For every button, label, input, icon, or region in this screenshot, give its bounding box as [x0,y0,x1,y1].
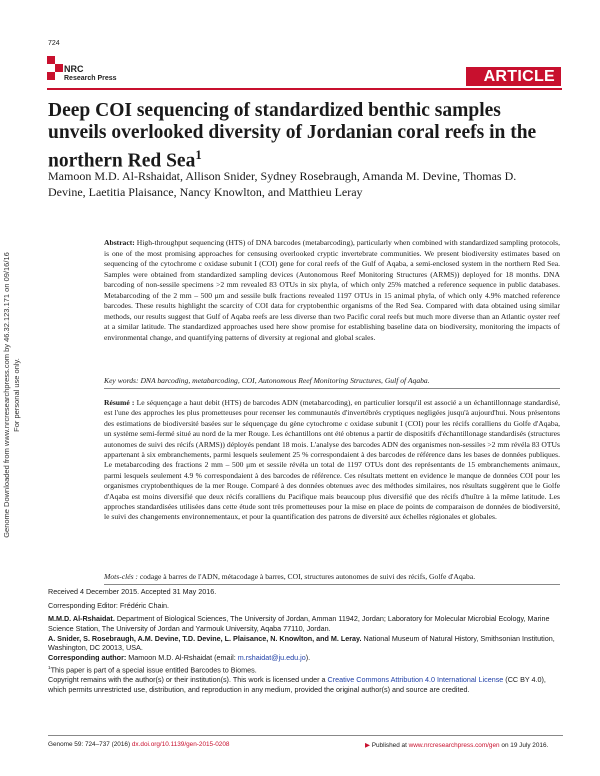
citation-text: Genome 59: 724–737 (2016) [48,741,131,748]
corresponding-author [48,653,563,663]
copyright-text-b: (CC BY 4.0), which permits unrestricted use, distribution, and reproduction in any medium, provided the original author(s) and source are credited. [48,675,546,694]
published-label: Published at [371,742,407,749]
publisher-subname: Research Press [64,75,117,82]
keywords [104,376,560,386]
title-footnote-mark: 1 [195,148,202,162]
sidebar-personal-use: For personal use only. [12,358,21,432]
corresponding-editor: Corresponding Editor: Frédéric Chain. [48,601,170,610]
article-title [48,100,548,173]
keywords-label: Key words: [104,376,139,385]
mots-cles [104,572,560,582]
affiliations-block [48,614,563,695]
doi-link[interactable]: dx.doi.org/10.1139/gen-2015-0208 [131,741,230,748]
note-text: This paper is part of a special issue entitled Barcodes to Biomes. [50,665,257,675]
download-sidebar [0,210,24,580]
published-date: on 19 July 2016. [501,742,549,749]
received-dates: Received 4 December 2015. Accepted 31 May 2016. [48,587,217,596]
motscles-label: Mots-clés : [104,572,138,581]
corr-text: Mamoon M.D. Al-Rshaidat (email: [128,653,236,663]
footer-rule [48,735,563,736]
abstract-label: Abstract: [104,238,135,247]
author-list: Mamoon M.D. Al-Rshaidat, Allison Snider, Sydney Rosebraugh, Amanda M. Devine, Thomas D. Devine, Laetitia Plaisance, Nancy Knowlton, and Matthieu Leray [48,169,517,199]
page-number: 724 [48,40,60,47]
affiliation-2 [48,634,563,654]
article-banner: ARTICLE [466,67,561,86]
footer-citation [48,741,229,748]
corr-label: Corresponding author: [48,653,127,663]
sidebar-download-line: Genome Downloaded from www.nrcresearchpress.com by 46.32.123.171 on 09/16/16 [2,252,11,538]
abstract-text: High-throughput sequencing (HTS) of DNA barcodes (metabarcoding), particularly when combined with standardized sampling protocols, is one of the most promising approaches for censusing overlooked cryptic invertebrate communities. We present biodiversity estimates based on sequencing of the cytochrome c oxidase subunit I (COI) gene for coral reefs of the Gulf of Aqaba, a semi-enclosed system in the northern Red Sea. Samples were obtained from standardized sampling devices (Autonomous Reef Monitoring Structures (ARMS)) deployed for 18 months. DNA barcoding of non-sessile specimens >2 mm revealed 83 OTUs in six phyla, of which only 25% matched a reference sequence in public databases. Metabarcoding of the 2 mm – 500 μm and sessile bulk fractions revealed 1197 OTUs in 15 animal phyla, of which only 4.9% matched reference barcodes. These results highlight the scarcity of COI data for cryptobenthic organisms of the Red Sea. Compared with data obtained using similar methods, our results suggest that Gulf of Aqaba reefs are less diverse than two Pacific coral reefs but much more diverse than an Atlantic oyster reef at a similar latitude. The standardized approaches used here show promise for establishing baseline data on biodiversity, monitoring the impacts of environmental change, and quantifying patterns of diversity at regional and global scales. [104,238,560,342]
keywords-text: DNA barcoding, metabarcoding, COI, Autonomous Reef Monitoring Structures, Gulf of Aqaba. [140,376,430,385]
affiliation-1-name: M.M.D. Al-Rshaidat. [48,614,115,623]
publisher-name: NRC [64,64,84,74]
header-rule [47,88,562,90]
motscles-text: codage à barres de l'ADN, métacodage à barres, COI, structures autonomes de suivi des récifs, Golfe d'Aqaba. [139,572,476,581]
resume-label: Résumé : [104,398,135,407]
corr-end: ). [305,653,311,663]
special-issue-note [48,663,563,675]
affiliation-2-name: A. Snider, S. Rosebraugh, A.M. Devine, T.D. Devine, L. Plaisance, N. Knowlton, and M. Leray. [48,633,362,643]
affiliation-2-text: National Museum of Natural History, Smithsonian Institution, Washington, DC 20013, USA. [48,633,555,653]
published-site-link[interactable]: www.nrcresearchpress.com/gen [408,742,500,749]
license-link[interactable]: Creative Commons Attribution 4.0 International License [327,675,504,685]
abstract [104,238,560,343]
published-arrow-icon: ▶ [365,742,370,749]
corr-email-link[interactable]: m.rshaidat@ju.edu.jo [237,653,306,663]
footer-published [365,741,548,749]
note-mark: 1 [48,664,51,670]
affiliation-1 [48,614,563,634]
copyright-text-a: Copyright remains with the author(s) or their institution(s). This work is licensed under a [48,675,326,685]
resume [104,398,560,523]
affiliation-1-text: Department of Biological Sciences, The University of Jordan, Amman 11942, Jordan; Laboratory for Molecular Microbial Ecology, Marine Science Station, The University of Jordan and Yarmouk University, Aqaba 77110, Jordan. [48,614,550,633]
resume-divider [104,584,560,585]
resume-text: Le séquençage a haut debit (HTS) de barcodes ADN (metabarcoding), en particulier lorsqu'il est associé a un échantillonnage standardisé, est l'une des approches les plus prometteuses pour recenser les communautés d'invertébrés cryptiques negligées jusqu'à aujourd'hui. Nous présentons des estimations de biodiversité basées sur le séquençage du gène cytochrome c oxidase subunit I (COI) pour les récifs coralliens du Golfe d'Aqaba, un système semi-fermé situé au nord de la mer Rouge. Les échantillons ont été obtenus a partir de dispositifs d'échantillonage standardisés (structures autonomes de suivi des récifs (ARMS)) déployés pendant 18 mois. L'analyse des barcodes ADN des organismes non-sessiles >2 mm révéla 83 OTUs appartenant à six embranchements, parmi lesquels seulement 25 % correspondaient à des barcodes de référence dans les bases de données publiques. Le metabarcoding des fractions 2 mm – 500 μm et sessile révéla un total de 1197 OTUs dont des représentants de 15 embranchements animaux, parmi lesquels seulement 4.9 % correspondaient à des barcodes de référence. Ces résultats mettent en evidence le manque de données COI pour les organismes cryptobenthiques de la mer Rouge. Comparé à des données obtenues avec des méthodes similaires, nos résultats suggèrent que le Golfe d'Aqaba est moins diversifié que deux récifs coralliens du Pacifique mais beaucoup plus diversifié que des récifs d'huître à la même latitude. Les approches standardisées utilisées dans cette étude sont très prometteuses pour la mise en place de points de comparaison de données de biodiversité, le suivi des changements environnementaux, et pour la quantification des patrons de diversité aux échelles régionales et globales. [104,398,561,522]
abstract-divider [104,388,560,389]
title-text: Deep COI sequencing of standardized benthic samples unveils overlooked diversity of Jordanian coral reefs in the northern Red Sea [48,100,537,172]
copyright-notice [48,675,563,695]
